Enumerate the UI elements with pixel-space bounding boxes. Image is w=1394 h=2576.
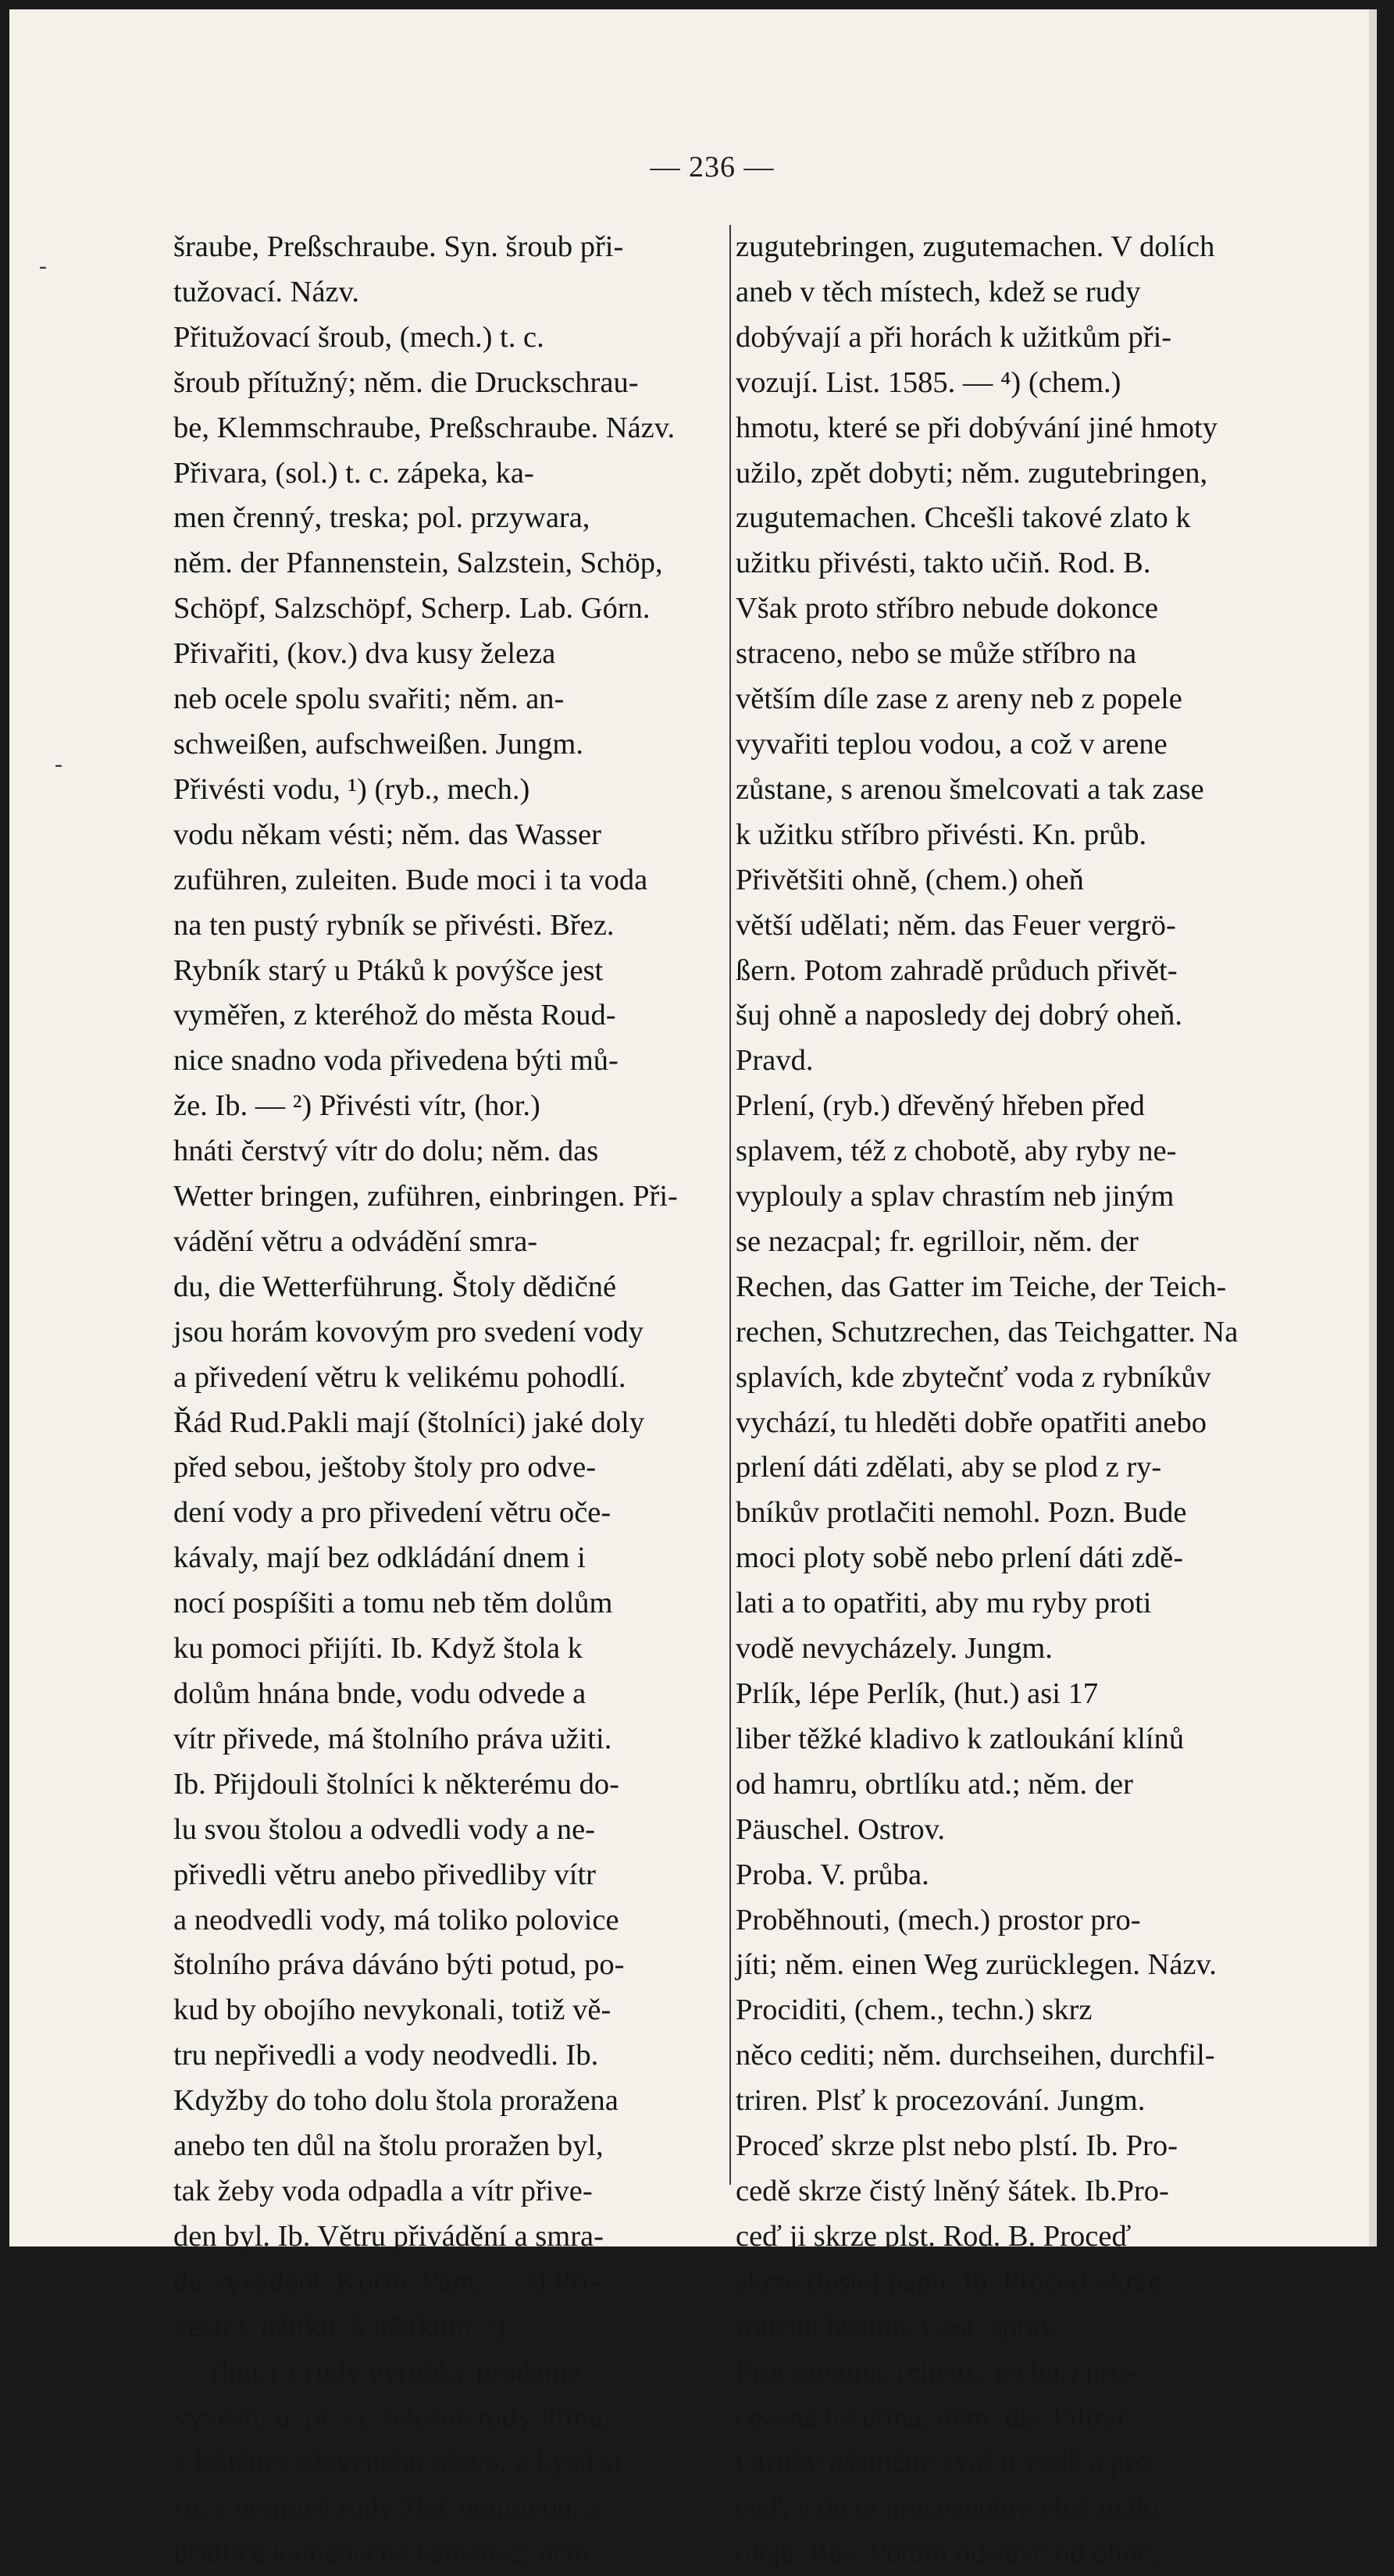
text-line: men črenný, treska; pol. przywara, [173, 501, 590, 535]
text-line: rechen, Schutzrechen, das Teichgatter. Na [736, 1315, 1239, 1349]
text-line: štolního práva dáváno býti potud, po- [173, 1948, 625, 1982]
text-line: vyměřen, z kteréhož do města Roud- [173, 999, 616, 1032]
text-line: Řád Rud.Pakli mají (štolníci) jaké doly [173, 1406, 645, 1439]
text-line: Proceď skrze plst nebo plstí. Ib. Pro- [736, 2129, 1178, 2163]
text-line: oleje. Ras. Potom odstavě od ohně, [736, 2536, 1159, 2570]
text-line: Přivařiti, (kov.) dva kusy železa [173, 637, 556, 671]
text-line: Rybník starý u Ptáků k povýšce jest [173, 953, 604, 987]
text-line: šraube, Preßschraube. Syn. šroub při- [173, 230, 624, 263]
text-line: ceď ji skrze plst. Rod. B. Proceď [736, 2219, 1132, 2253]
text-line: schweißen, aufschweißen. Jungm. [173, 727, 583, 761]
text-line: vádění větru a odvádění smra- [173, 1224, 538, 1258]
text-line: zugutebringen, zugutemachen. V dolích [736, 230, 1215, 263]
text-line: aneb v těch místech, kdež se rudy [736, 275, 1141, 308]
text-line: něm. der Pfannenstein, Salzstein, Schöp, [173, 547, 663, 580]
text-line: jíti; něm. einen Weg zurücklegen. Názv. [736, 1948, 1217, 1982]
text-line: Pravd. [736, 1044, 814, 1078]
text-line: Přivara, (sol.) t. c. zápeka, ka- [173, 456, 534, 490]
text-line: se nezacpal; fr. egrilloir, něm. der [736, 1224, 1139, 1258]
text-line: dolům hnána bnde, vodu odvede a [173, 1677, 586, 1710]
text-line: Proběhnouti, (mech.) prostor pro- [736, 1903, 1141, 1936]
page [9, 9, 1377, 2570]
text-line: Päuschel. Ostrov. [736, 1812, 946, 1846]
text-line: nocí pospíšiti a tomu neb těm dolům [173, 1587, 613, 1620]
text-line: Prlík, lépe Perlík, (hut.) asi 17 [736, 1677, 1099, 1710]
text-line: ceď, a do té procezeniny vlož málo [736, 2491, 1159, 2524]
text-line: vítr přivede, má štolního práva užiti. [173, 1722, 612, 1755]
text-line: užilo, zpět dobyti; něm. zugutebringen, [736, 456, 1208, 490]
text-line: a neodvedli vody, má toliko polovice [173, 1903, 619, 1936]
text-line: zugutemachen. Chcešli takové zlato k [736, 501, 1191, 535]
text-line: skrze tlustej papír. Ib. Proceď skrze [736, 2264, 1162, 2298]
text-line: straceno, nebo se může stříbro na [736, 637, 1137, 671]
text-line: tužovací. Názv. [173, 275, 360, 308]
right-column [736, 225, 1285, 2570]
text-line: dení vody a pro přivedení větru oče- [173, 1496, 611, 1530]
text-line: jsou horám kovovým pro svedení vody [173, 1315, 644, 1349]
text-line: Otruby pšeničné zvař u vodě a pro- [736, 2446, 1160, 2479]
text-line: du vyvádění. Kořín. Pam. — ³) Při- [173, 2264, 600, 2298]
text-line: Přitužovací šroub, (mech.) t. c. [173, 320, 544, 354]
text-line: Prociditi, (chem., techn.) skrz [736, 1993, 1093, 2027]
text-line: dobývají a při horách k užitkům při- [736, 320, 1172, 354]
text-line: vyvařiti teplou vodou, a což v arene [736, 727, 1168, 761]
text-line: den byl. Ib. Větru přivádění a smra- [173, 2219, 604, 2253]
text-line: anebo ten důl na štolu proražen byl, [173, 2129, 604, 2163]
text-line: splavích, kde zbytečnť voda z rybníkův [736, 1360, 1211, 1394]
text-line: Prlení, (ryb.) dřevěný hřeben před [736, 1089, 1145, 1123]
margin-mark: - [39, 253, 47, 279]
text-line: Však proto stříbro nebude dokonce [736, 592, 1159, 625]
text-line: hmotu, které se při dobývání jiné hmoty [736, 411, 1218, 444]
text-line: Ib. Přijdouli štolníci k některému do- [173, 1767, 619, 1801]
text-line: lati a to opatřiti, aby mu ryby proti [736, 1587, 1152, 1620]
text-line: užitku přivésti, takto učiň. Rod. B. [736, 547, 1151, 580]
text-line: větší udělati; něm. das Feuer vergrö- [736, 908, 1176, 942]
text-line: kud by obojího nevykonali, totiž vě- [173, 1993, 611, 2027]
text-line: vésti k užitku, k užitkům, ³) [173, 2310, 506, 2343]
text-line: tru nepřivedli a vody neodvedli. Ib. [173, 2039, 599, 2072]
text-line: hnáti čerstvý vítr do dolu; něm. das [173, 1135, 599, 1168]
text-line: cedě skrze čistý lněný šátek. Ib.Pro- [736, 2174, 1169, 2207]
text-line: břidlice kamenečné kamenec; něm. [173, 2536, 598, 2570]
text-line: rouchu hustou. Cest. sprav. [736, 2310, 1061, 2343]
text-line: k užitku stříbro přivésti. Kn. průb. [736, 818, 1147, 851]
text-line: vyplouly a splav chrastím neb jiným [736, 1180, 1175, 1213]
text-line: vychází, tu hleděti dobře opatřiti anebo [736, 1406, 1207, 1439]
text-line: Přivésti vodu, ¹) (ryb., mech.) [173, 772, 530, 806]
text-line: Proba. V. průba. [736, 1858, 929, 1891]
text-line: vodě nevycházely. Jungm. [736, 1632, 1053, 1666]
text-line: liber těžké kladivo k zatloukání klínů [736, 1722, 1185, 1755]
text-line: ku pomoci přijíti. Ib. Když štola k [173, 1632, 583, 1666]
margin-mark: - [55, 751, 62, 777]
text-line: větším díle zase z areny neb z popele [736, 682, 1182, 716]
text-line: šuj ohně a naposledy dej dobrý oheň. [736, 999, 1183, 1032]
text-line: šroub přítužný; něm. die Druckschrau- [173, 365, 639, 399]
text-line: neb ocele spolu svařiti; něm. an- [173, 682, 565, 716]
text-line: ru, z uranové rudy žluť uranovou, z [173, 2491, 601, 2524]
text-line: cezená tekutina; něm. das Filtrat. [736, 2400, 1133, 2434]
text-line: Schöpf, Salzschöpf, Scherp. Lab. Górn. [173, 592, 651, 625]
text-line: Wetter bringen, zuführen, einbringen. Při- [173, 1180, 678, 1213]
text-line: Kdyžby do toho dolu štola proražena [173, 2084, 619, 2118]
text-line: Přivětšiti ohně, (chem.) oheň [736, 863, 1084, 896]
page-number: — 236 — [650, 151, 775, 183]
text-line: bníkův protlačiti nemohl. Pozn. Bude [736, 1496, 1187, 1530]
left-column [173, 225, 723, 2570]
text-line: triren. Plsť k procezování. Jungm. [736, 2084, 1146, 2118]
text-line: nice snadno voda přivedena býti mů- [173, 1044, 619, 1078]
text-line: něco cediti; něm. durchseihen, durchfil- [736, 2039, 1215, 2072]
text-line: že. Ib. — ²) Přivésti vítr, (hor.) [173, 1089, 540, 1123]
text-line: zůstane, s arenou šmelcovati a tak zase [736, 772, 1204, 806]
text-line: du, die Wetterführung. Štoly dědičné [173, 1270, 617, 1303]
text-line: z leštěnce olověného olovo, z kyzů sí- [173, 2446, 632, 2479]
text-line: moci ploty sobě nebo prlení dáti zdě- [736, 1541, 1184, 1575]
text-line: vyvésti, u. př. ze železné rudy litinu, [173, 2400, 611, 2434]
text-line: vodu někam vésti; něm. das Wasser [173, 818, 601, 851]
text-line: Procezenina, (chem., techn.) pro- [736, 2355, 1136, 2389]
text-line: tak žeby voda odpadla a vítr přive- [173, 2174, 593, 2207]
text-line: Rechen, das Gatter im Teiche, der Teich- [736, 1270, 1227, 1303]
text-line: splavem, též z chobotě, aby ryby ne- [736, 1135, 1177, 1168]
text-line: od hamru, obrtlíku atd.; něm. der [736, 1767, 1133, 1801]
text-line: zuführen, zuleiten. Bude moci i ta voda [173, 863, 648, 896]
text-line: kávaly, mají bez odkládání dnem i [173, 1541, 586, 1575]
text-line: lu svou štolou a odvedli vody a ne- [173, 1812, 595, 1846]
text-line: vozují. List. 1585. — ⁴) (chem.) [736, 365, 1121, 399]
text-line: prlení dáti zdělati, aby se plod z ry- [736, 1451, 1162, 1484]
text-line: a přivedení větru k velikému pohodlí. [173, 1360, 626, 1394]
text-line: před sebou, ještoby štoly pro odve- [173, 1451, 597, 1484]
text-line: na ten pustý rybník se přivésti. Břez. [173, 908, 615, 942]
column-divider [729, 225, 731, 2185]
text-line: ßern. Potom zahradě průduch přivět- [736, 953, 1178, 987]
text-line: be, Klemmschraube, Preßschraube. Názv. [173, 411, 676, 444]
text-line: — (hut.) z rudy výrobky prodajné [173, 2355, 581, 2389]
text-line: přivedli větru anebo přivedliby vítr [173, 1858, 596, 1891]
